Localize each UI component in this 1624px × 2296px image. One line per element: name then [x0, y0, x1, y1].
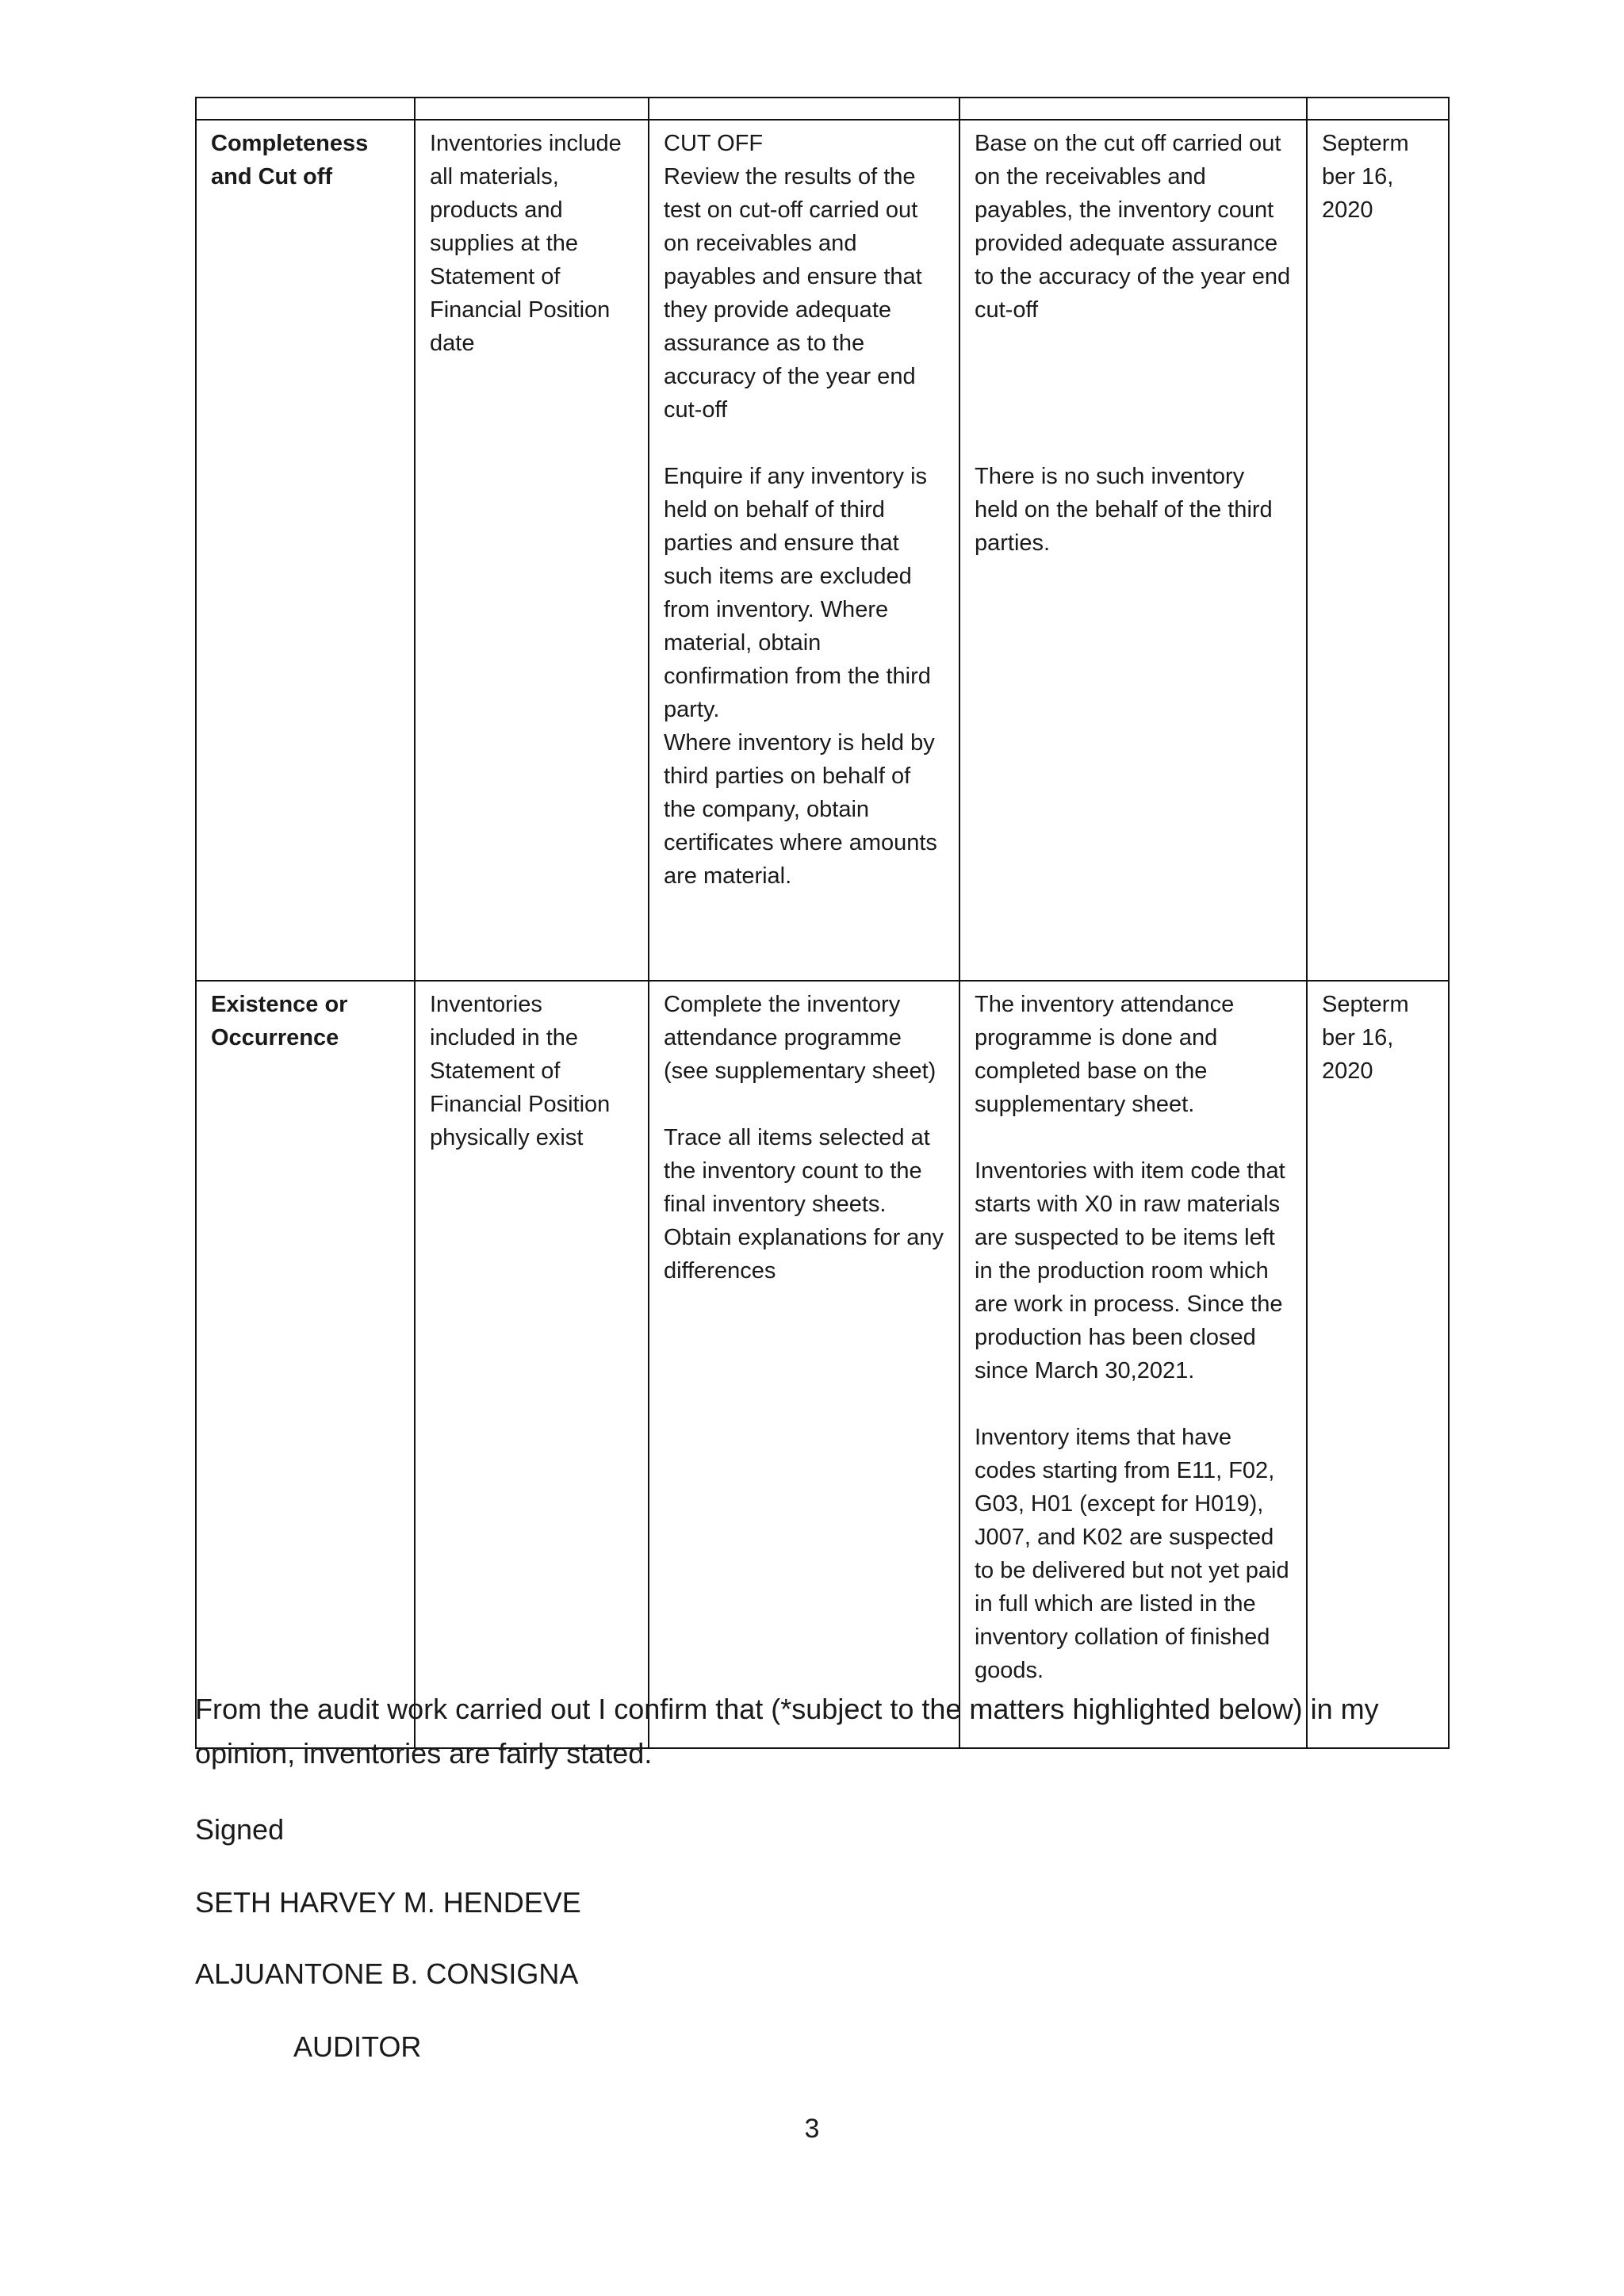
assertion-cell: Inventories include all materials, products and supplies at the Statement of Financial Position date [415, 120, 649, 981]
conclusion-paragraph: From the audit work carried out I confirm that (*subject to the matters highlighted below) in my opinion, inventories are fairly stated. [195, 1693, 1379, 1770]
procedure-text: Complete the inventory attendance programme (see supplementary sheet) [664, 992, 936, 1084]
signatory-name: SETH HARVEY M. HENDEVE [195, 1886, 581, 1919]
finding-text: Inventories with item code that starts with X0 in raw materials are suspected to be items left in the production room which are work in process. Since the production has been closed since March 30,2021. [975, 1158, 1285, 1383]
signatory-name: ALJUANTONE B. CONSIGNA [195, 1957, 579, 1990]
procedure-text: Trace all items selected at the inventory count to the final inventory sheets. Obtain explanations for any differences [664, 1125, 944, 1284]
table-row-existence [196, 981, 1449, 1748]
finding-text: Base on the cut off carried out on the receivables and payables, the inventory count provided adequate assurance to the accuracy of the year end cut-off [975, 131, 1291, 323]
objective-cell: Existence or Occurrence [196, 981, 415, 1748]
audit-table [195, 97, 1450, 1749]
findings-cell [959, 120, 1307, 981]
finding-text: The inventory attendance programme is done and completed base on the supplementary sheet. [975, 992, 1235, 1117]
table-row-completeness [196, 120, 1449, 981]
table-empty-row [196, 98, 1449, 120]
signed-label: Signed [195, 1813, 285, 1846]
findings-cell [959, 981, 1307, 1748]
procedure-text: Enquire if any inventory is held on behalf of third parties and ensure that such items are excluded from inventory. Where material, obtain confirmation from the third party. Where inventory is held by third parties on behalf of the company, obtain certificates where amounts are material. [664, 464, 937, 889]
procedure-cell [649, 120, 959, 981]
procedure-cell [649, 981, 959, 1748]
date-cell: Septerm ber 16, 2020 [1307, 981, 1449, 1748]
procedure-text: CUT OFF Review the results of the test on cut-off carried out on receivables and payables and ensure that they provide adequate assurance as to the accuracy of the year end cut-off [664, 131, 922, 423]
date-cell: Septerm ber 16, 2020 [1307, 120, 1449, 981]
finding-text: Inventory items that have codes starting from E11, F02, G03, H01 (except for H019), J007, and K02 are suspected to be delivered but not yet paid in full which are listed in the inventory collation of finished goods. [975, 1425, 1289, 1683]
finding-text: There is no such inventory held on the behalf of the third parties. [975, 464, 1273, 556]
signatory-role: AUDITOR [293, 2030, 422, 2063]
page-number: 3 [804, 2114, 820, 2144]
objective-cell: Completeness and Cut off [196, 120, 415, 981]
assertion-cell: Inventories included in the Statement of Financial Position physically exist [415, 981, 649, 1748]
